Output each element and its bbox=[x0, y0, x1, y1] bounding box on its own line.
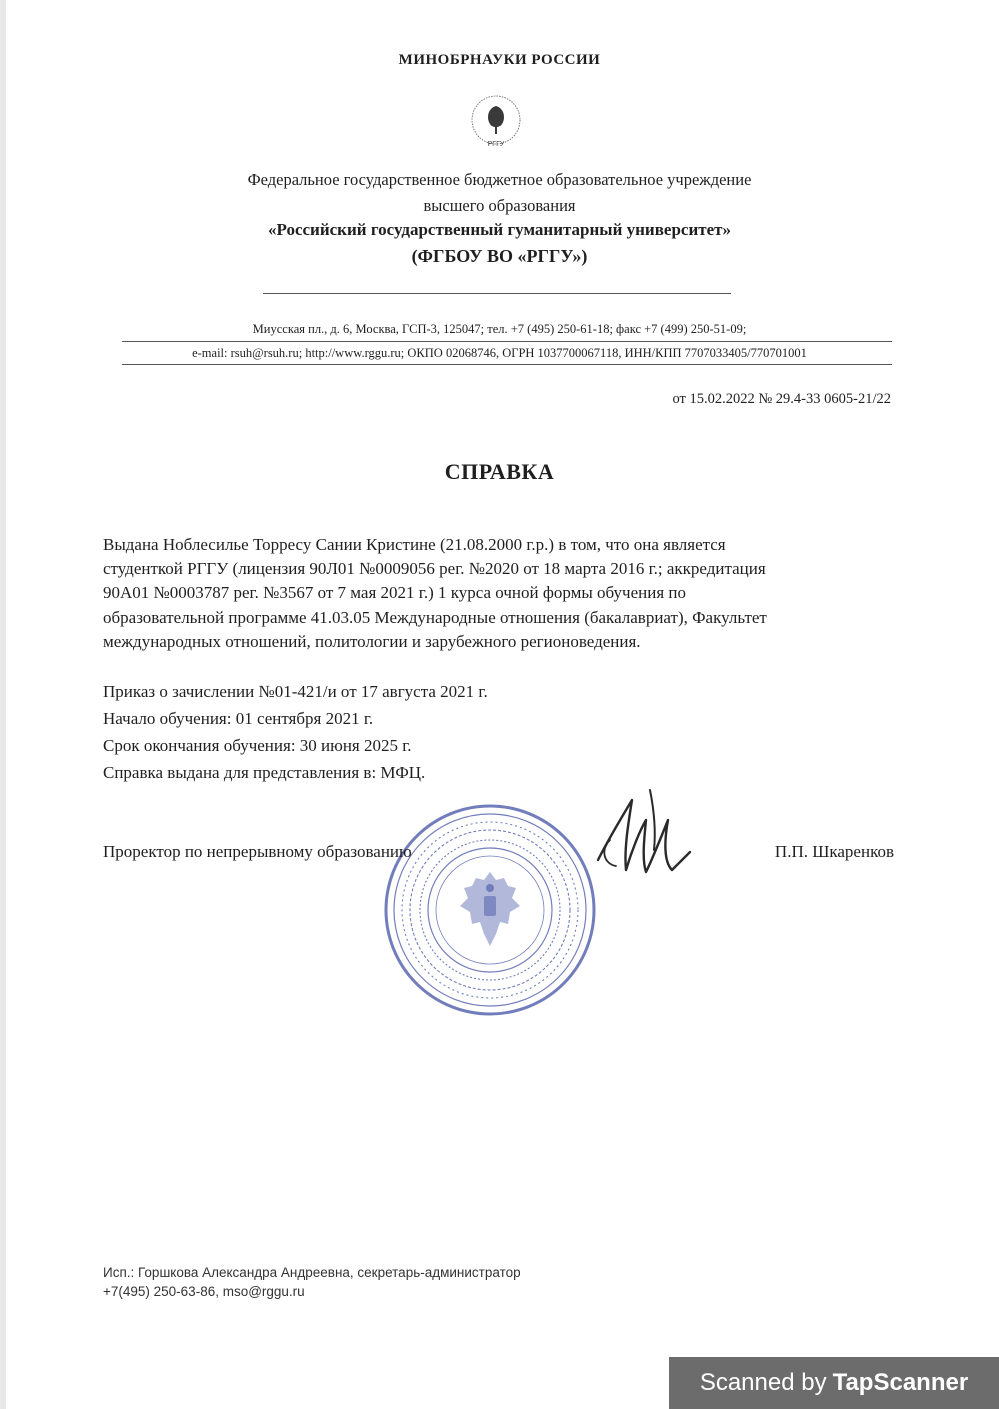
watermark-prefix: Scanned by bbox=[699, 1369, 827, 1396]
handwritten-signature-icon bbox=[580, 780, 700, 890]
rggu-emblem-icon bbox=[468, 92, 524, 154]
svg-text:РГГУ: РГГУ bbox=[487, 141, 505, 148]
official-seal-icon bbox=[380, 800, 600, 1020]
address-underline bbox=[122, 364, 892, 365]
study-start: Начало обучения: 01 сентября 2021 г. bbox=[103, 709, 374, 728]
org-line-2: высшего образования bbox=[423, 196, 576, 215]
university-name: «Российский государственный гуманитарный университет» bbox=[268, 220, 731, 239]
address-line-2: e-mail: rsuh@rsuh.ru; http://www.rggu.ru; ОКПО 02068746, ОГРН 1037700067118, ИНН/КПП 7707033405/770701001 bbox=[192, 346, 807, 360]
enrollment-order: Приказ о зачислении №01-421/и от 17 августа 2021 г. bbox=[103, 682, 488, 701]
watermark-brand: TapScanner bbox=[832, 1369, 969, 1396]
university-abbr: (ФГБОУ ВО «РГГУ») bbox=[411, 246, 588, 266]
document-title: СПРАВКА bbox=[444, 459, 555, 484]
org-line-1: Федеральное государственное бюджетное образовательное учреждение bbox=[247, 170, 752, 189]
body-line: международных отношений, политологии и зарубежного регионоведения. bbox=[103, 631, 641, 651]
executor-contact: +7(495) 250-63-86, mso@rggu.ru bbox=[103, 1284, 305, 1299]
ministry-heading: МИНОБРНАУКИ РОССИИ bbox=[398, 52, 601, 68]
signer-position: Проректор по непрерывному образованию bbox=[103, 842, 412, 861]
body-line: студенткой РГГУ (лицензия 90Л01 №0009056 рег. №2020 от 18 марта 2016 г.; аккредитация bbox=[103, 559, 766, 579]
date-number: от 15.02.2022 № 29.4-33 0605-21/22 bbox=[672, 391, 891, 407]
body-line: образовательной программе 41.03.05 Международные отношения (бакалавриат), Факультет bbox=[103, 607, 767, 627]
body-line: Выдана Ноблесилье Торресу Сании Кристине (21.08.2000 г.р.) в том, что она является bbox=[103, 535, 726, 554]
executor-name: Исп.: Горшкова Александра Андреевна, секретарь-администратор bbox=[103, 1265, 521, 1280]
body-line: 90А01 №0003787 рег. №3567 от 7 мая 2021 г.) 1 курса очной формы обучения по bbox=[103, 583, 687, 603]
address-divider bbox=[122, 341, 892, 342]
address-line-1: Миусская пл., д. 6, Москва, ГСП-3, 125047; тел. +7 (495) 250-61-18; факс +7 (499) 250-51-09; bbox=[252, 322, 747, 336]
issued-for: Справка выдана для представления в: МФЦ. bbox=[103, 763, 426, 782]
signer-name: П.П. Шкаренков bbox=[774, 842, 894, 861]
body-paragraph bbox=[103, 533, 903, 654]
study-end: Срок окончания обучения: 30 июня 2025 г. bbox=[103, 736, 412, 755]
header-divider bbox=[263, 293, 731, 294]
scanner-watermark bbox=[669, 1357, 999, 1409]
